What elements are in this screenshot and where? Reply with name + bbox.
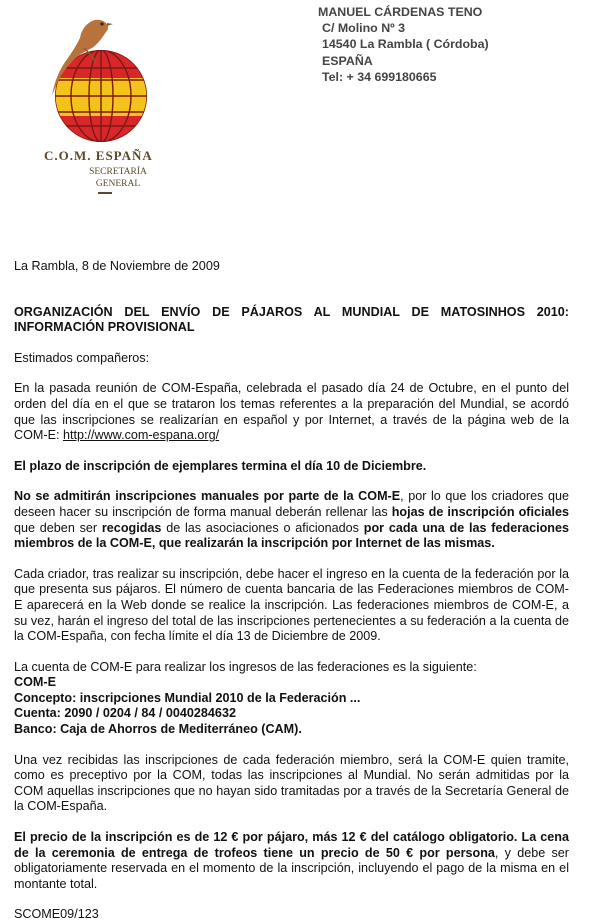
sender-street: C/ Molino Nº 3 xyxy=(322,21,405,36)
logo-department: SECRETARÍA GENERAL xyxy=(89,167,147,189)
bank-concept: Concepto: inscripciones Mundial 2010 de la Federación ... xyxy=(14,690,361,705)
date-line: La Rambla, 8 de Noviembre de 2009 xyxy=(14,259,220,273)
bank-intro: La cuenta de COM-E para realizar los ingresos de las federaciones es la siguiente: xyxy=(14,659,477,674)
letter-body xyxy=(14,259,569,923)
paragraph-payment: Cada criador, tras realizar su inscripción, debe hacer el ingreso en la cuenta de la federación por la que presenta sus pájaros. El número de cuenta bancaria de las Federaciones miembros de COM-E aparecerá en la Web donde se realice la inscripción. Las federaciones miembros de COM-E, a su vez, harán el ingreso del total de las inscripciones pertenecientes a su federación a la cuenta de la COM-España, con fecha límite el día 13 de Diciembre de 2009. xyxy=(14,566,569,644)
deadline-notice: El plazo de inscripción de ejemplares termina el día 10 de Diciembre. xyxy=(14,458,427,473)
subject-line: ORGANIZACIÓN DEL ENVÍO DE PÁJAROS AL MUNDIAL DE MATOSINHOS 2010: INFORMACIÓN PROVISIONAL xyxy=(14,304,569,335)
logo-underline xyxy=(98,192,112,194)
paragraph-prices: El precio de la inscripción es de 12 € por pájaro, más 12 € del catálogo obligatorio. La cena de la ceremonia de entrega de trofeos tiene un precio de 50 € por persona, y debe ser obligatoriamente reservada en el momento de la inscripción, incluyendo el pago de la misma en el montante total. xyxy=(14,830,569,891)
logo-org-name: C.O.M. ESPAÑA xyxy=(44,148,153,163)
bank-holder: COM-E xyxy=(14,675,56,690)
paragraph-meeting: En la pasada reunión de COM-España, celebrada el pasado día 24 de Octubre, en el punto del orden del día en el que se trataron los temas referentes a la preparación del Mundial, se acordó que las inscripciones se realizarían en español y por Internet, a través de la página web de la COM-E: http://www.com-espana.org/ xyxy=(14,381,569,443)
paragraph-processing: Una vez recibidas las inscripciones de cada federación miembro, será la COM-E quien tramite, como es preceptivo por la COM, todas las inscripciones al Mundial. No serán admitidas por la COM aquellas inscripciones que no hayan sido tramitadas por a través de la Secretaría General de la COM-España. xyxy=(14,752,569,814)
sender-city: 14540 La Rambla ( Córdoba) xyxy=(322,37,489,52)
reference-code: SCOME09/123 xyxy=(14,907,99,922)
sender-name: MANUEL CÁRDENAS TENO xyxy=(318,5,483,19)
greeting: Estimados compañeros: xyxy=(14,350,150,365)
sender-phone: Tel: + 34 699180665 xyxy=(322,69,437,84)
sender-country: ESPAÑA xyxy=(322,53,373,68)
sender-address xyxy=(318,4,588,85)
paragraph-manual-registrations: No se admitirán inscripciones manuales por parte de la COM-E, por lo que los criadores que deseen hacer su inscripción de forma manual deberán rellenar las hojas de inscripción oficiales que deben ser recogidas de las asociaciones o aficionados por cada una de las federaciones miembros de la COM-E, que realizarán la inscripción por Internet de las mismas. xyxy=(14,489,570,551)
bank-name: Banco: Caja de Ahorros de Mediterráneo (CAM). xyxy=(14,722,302,737)
website-link[interactable]: http://www.com-espana.org/ xyxy=(62,428,220,443)
bank-account: Cuenta: 2090 / 0204 / 84 / 0040284632 xyxy=(14,706,236,721)
